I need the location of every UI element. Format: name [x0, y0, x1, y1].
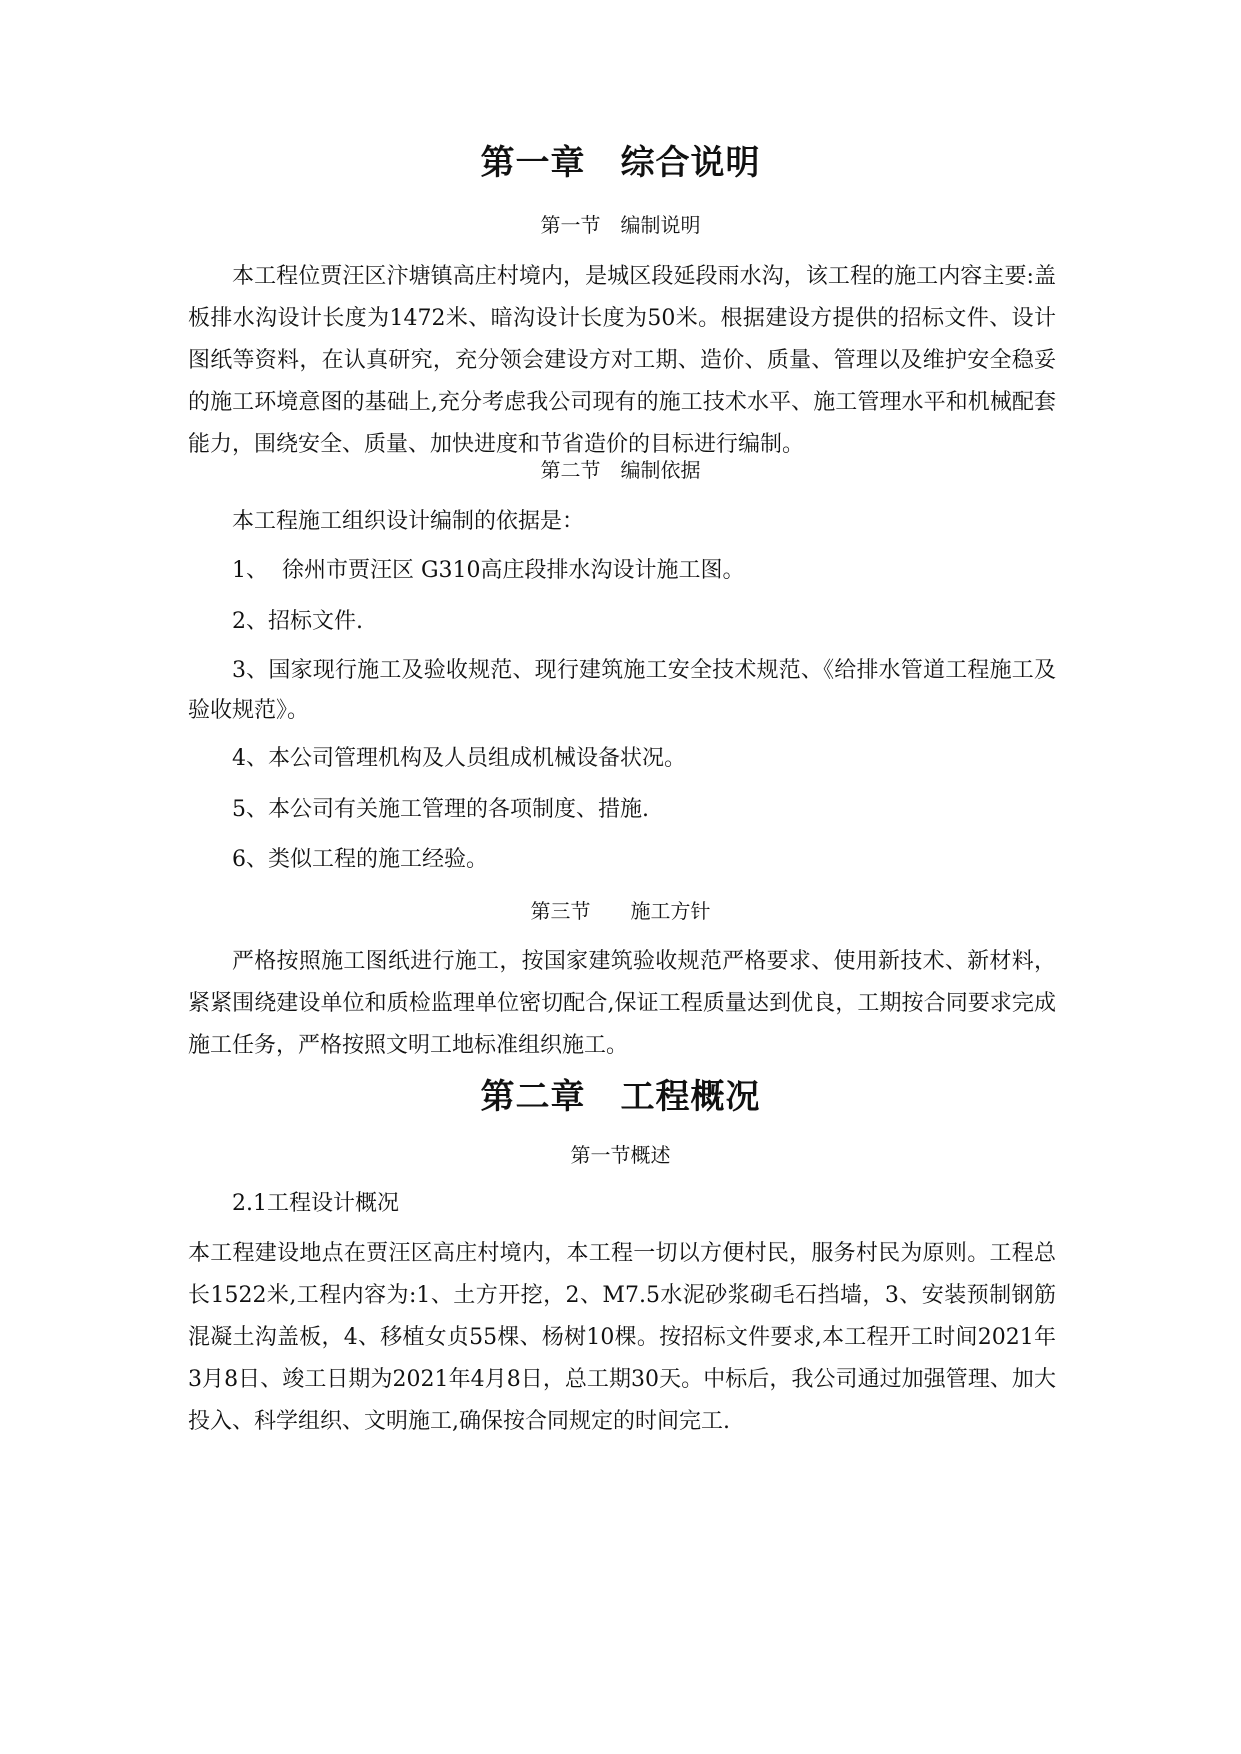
- subsection-2-1-heading: 2.1工程设计概况: [232, 1191, 399, 1216]
- section-1-1-body: 本工程位贾汪区汴塘镇高庄村境内，是城区段延段雨水沟，该工程的施工内容主要:盖板排水沟设计长度为1472米、暗沟设计长度为50米。根据建设方提供的招标文件、设计图纸等资料，在认真研究，充分领会建设方对工期、造价、质量、管理以及维护安全稳妥的施工环境意图的基础上,充分考虑我公司现有的施工技术水平、施工管理水平和机械配套能力，围绕安全、质量、加快进度和节省造价的目标进行编制。: [188, 264, 1056, 457]
- basis-item-1: 1、 徐州市贾汪区 G310高庄段排水沟设计施工图。: [232, 558, 745, 583]
- basis-item-5: 5、本公司有关施工管理的各项制度、措施.: [232, 797, 649, 822]
- basis-item-3: 3、国家现行施工及验收规范、现行建筑施工安全技术规范、《给排水管道工程施工及验收规范》。: [188, 658, 1056, 723]
- section-1-2-title: 第二节 编制依据: [540, 458, 701, 482]
- section-2-1-title: 第一节概述: [570, 1143, 671, 1167]
- basis-item-4: 4、本公司管理机构及人员组成机械设备状况。: [232, 746, 686, 771]
- section-1-1-title: 第一节 编制说明: [540, 213, 701, 237]
- section-1-3-body: 严格按照施工图纸进行施工，按国家建筑验收规范严格要求、使用新技术、新材料，紧紧围绕建设单位和质检监理单位密切配合,保证工程质量达到优良，工期按合同要求完成施工任务，严格按照文明工地标准组织施工。: [188, 949, 1056, 1058]
- chapter-2-title: 第二章 工程概况: [480, 1077, 761, 1117]
- section-1-2-intro: 本工程施工组织设计编制的依据是：: [232, 509, 585, 534]
- basis-item-6: 6、类似工程的施工经验。: [232, 847, 488, 872]
- basis-item-2: 2、招标文件.: [232, 609, 363, 634]
- subsection-2-1-body: 本工程建设地点在贾汪区高庄村境内，本工程一切以方便村民，服务村民为原则。工程总长1522米,工程内容为:1、土方开挖，2、M7.5水泥砂浆砌毛石挡墙，3、安装预制钢筋混凝土沟盖板，4、移植女贞55棵、杨树10棵。按招标文件要求,本工程开工时间2021年3月8日、竣工日期为2021年4月8日，总工期30天。中标后，我公司通过加强管理、加大投入、科学组织、文明施工,确保按合同规定的时间完工.: [188, 1241, 1056, 1434]
- chapter-1-title: 第一章 综合说明: [480, 143, 761, 183]
- section-1-3-title: 第三节 施工方针: [530, 899, 711, 923]
